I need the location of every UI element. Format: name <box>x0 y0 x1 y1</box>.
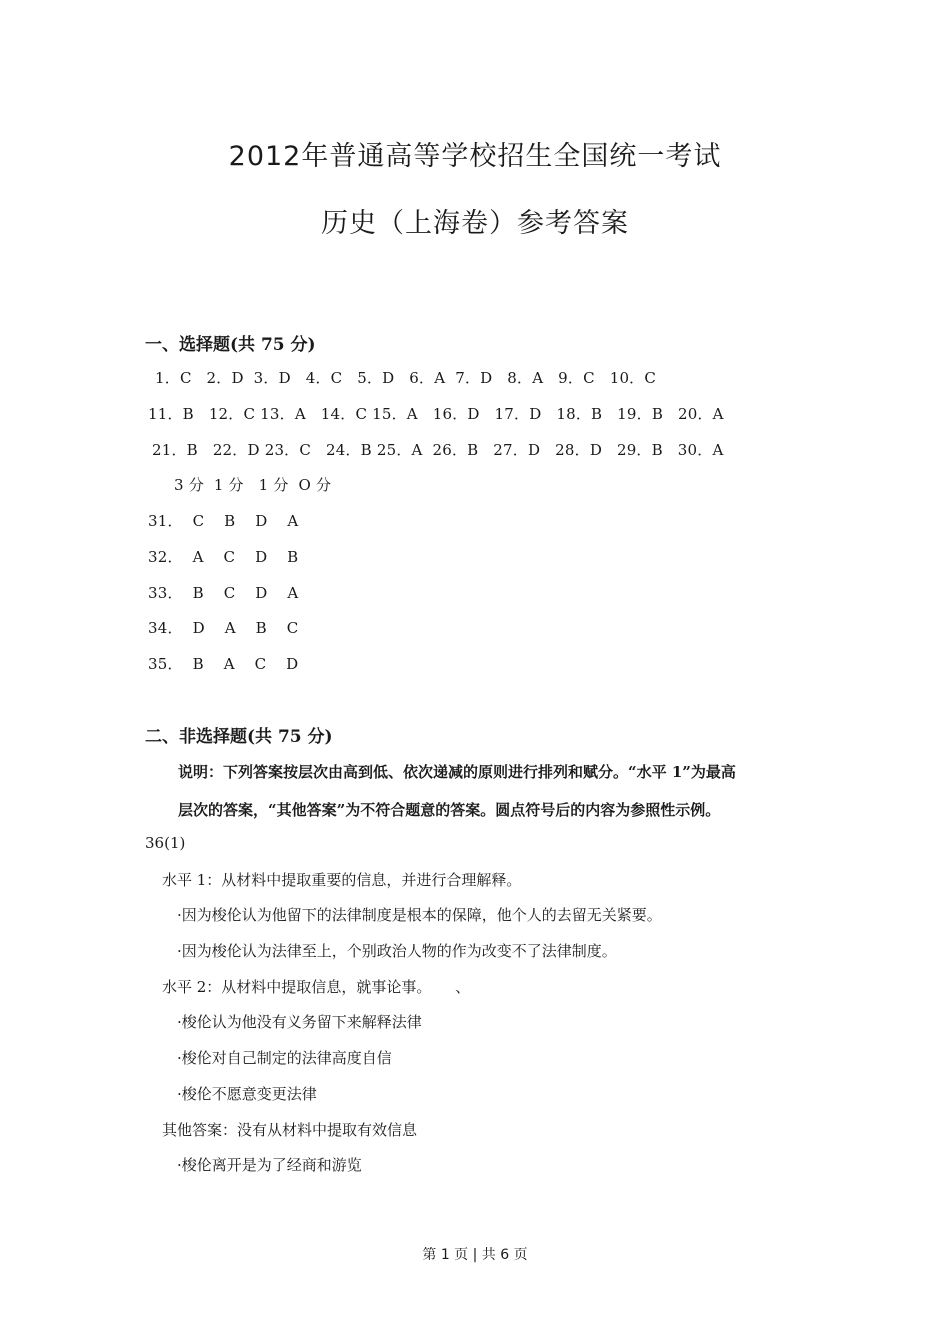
answer-row-3: 21．B 22．D 23．C 24．B 25．A 26．B 27．D 28．D 29．B 30．A <box>152 441 724 459</box>
level1-item: ·因为梭伦认为他留下的法律制度是根本的保障，他个人的去留无关紧要。 <box>177 906 662 924</box>
question-label: 36(1) <box>145 834 186 852</box>
other-answer-item: ·梭伦离开是为了经商和游览 <box>177 1156 362 1174</box>
document-title: 2012年普通高等学校招生全国统一考试 <box>228 141 722 172</box>
score-row-34: 34． D A B C <box>148 619 299 637</box>
score-row-35: 35． B A C D <box>148 655 299 673</box>
level1-item: ·因为梭伦认为法律至上，个别政治人物的作为改变不了法律制度。 <box>177 942 617 960</box>
score-row-31: 31． C B D A <box>148 512 299 530</box>
answer-row-1: 1．C 2．D 3．D 4．C 5．D 6．A 7．D 8．A 9．C 10．C <box>155 369 657 387</box>
section-heading-nonchoice: 二、非选择题(共 75 分) <box>145 727 333 747</box>
answer-row-2: 11．B 12．C 13．A 14．C 15．A 16．D 17．D 18．B 19．B 20．A <box>148 405 724 423</box>
level2-item: ·梭伦对自己制定的法律高度自信 <box>177 1049 392 1067</box>
level2-item: ·梭伦不愿意变更法律 <box>177 1085 317 1103</box>
section-heading-choice: 一、选择题(共 75 分) <box>145 335 316 355</box>
page-footer: 第 1 页 | 共 6 页 <box>422 1247 528 1263</box>
level1-label: 水平 1：从材料中提取重要的信息，并进行合理解释。 <box>162 871 522 889</box>
level2-item: ·梭伦认为他没有义务留下来解释法律 <box>177 1013 422 1031</box>
score-row-32: 32． A C D B <box>148 548 299 566</box>
score-row-33: 33． B C D A <box>148 584 299 602</box>
level2-label: 水平 2：从材料中提取信息，就事论事。 、 <box>162 978 471 996</box>
note-line-2: 层次的答案，“其他答案”为不符合题意的答案。圆点符号后的内容为参照性示例。 <box>178 801 721 819</box>
note-line-1: 说明：下列答案按层次由高到低、依次递减的原则进行排列和赋分。“水平 1”为最高 <box>178 763 736 781</box>
other-answer-label: 其他答案：没有从材料中提取有效信息 <box>162 1121 418 1139</box>
score-header: 3 分 1 分 1 分 O 分 <box>174 476 332 494</box>
document-subtitle: 历史（上海卷）参考答案 <box>321 208 629 239</box>
